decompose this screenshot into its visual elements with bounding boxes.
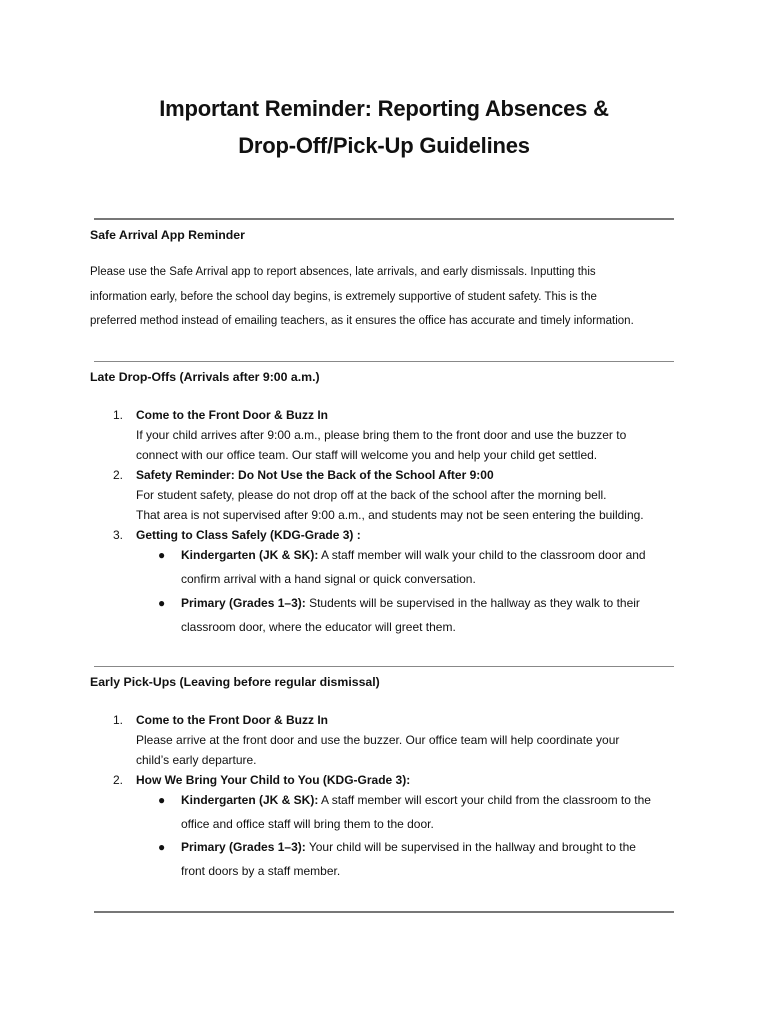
list-item-body xyxy=(136,425,696,465)
section-heading-safe-arrival: Safe Arrival App Reminder xyxy=(90,228,245,242)
list-number: 1. xyxy=(113,713,124,727)
list-item-body xyxy=(136,730,696,770)
bullet-line: Your child will be supervised in the hallway and brought to the xyxy=(305,840,636,854)
body-line: For student safety, please do not drop off at the back of the school after the morning bell. xyxy=(136,488,607,502)
bullet-icon: ● xyxy=(158,793,166,807)
list-number: 2. xyxy=(113,468,124,482)
bullet-icon: ● xyxy=(158,596,166,610)
list-item-title: How We Bring Your Child to You (KDG-Grade 3): xyxy=(136,773,411,787)
bullet-icon: ● xyxy=(158,840,166,854)
list-item-title: Come to the Front Door & Buzz In xyxy=(136,713,328,727)
bullet-line: office and office staff will bring them to the door. xyxy=(181,817,434,831)
page-title xyxy=(0,90,768,164)
list-number: 3. xyxy=(113,528,124,542)
bullet-text xyxy=(181,543,686,591)
divider xyxy=(94,911,674,913)
title-line-1: Important Reminder: Reporting Absences & xyxy=(159,96,609,121)
bullet-label: Primary (Grades 1–3): xyxy=(181,840,306,854)
divider xyxy=(94,361,674,362)
bullet-line: classroom door, where the educator will greet them. xyxy=(181,620,456,634)
bullet-text xyxy=(181,591,686,639)
body-line: child’s early departure. xyxy=(136,753,257,767)
bullet-line: A staff member will escort your child from the classroom to the xyxy=(318,793,651,807)
divider xyxy=(94,666,674,667)
body-line: connect with our office team. Our staff will welcome you and help your child get settled. xyxy=(136,448,598,462)
section-heading-early-pickups: Early Pick-Ups (Leaving before regular dismissal) xyxy=(90,675,380,689)
bullet-label: Primary (Grades 1–3): xyxy=(181,596,306,610)
title-line-2: Drop-Off/Pick-Up Guidelines xyxy=(238,133,530,158)
divider xyxy=(94,218,674,220)
list-item-title: Getting to Class Safely (KDG-Grade 3) : xyxy=(136,528,361,542)
paragraph-line: information early, before the school day begins, is extremely supportive of student safety. This is the xyxy=(90,290,597,303)
body-line: That area is not supervised after 9:00 a.m., and students may not be seen entering the building. xyxy=(136,508,644,522)
list-number: 1. xyxy=(113,408,124,422)
bullet-label: Kindergarten (JK & SK): xyxy=(181,793,319,807)
bullet-icon: ● xyxy=(158,548,166,562)
bullet-label: Kindergarten (JK & SK): xyxy=(181,548,319,562)
paragraph-line: preferred method instead of emailing teachers, as it ensures the office has accurate and timely information. xyxy=(90,315,634,327)
safe-arrival-paragraph xyxy=(90,260,690,334)
body-line: Please arrive at the front door and use the buzzer. Our office team will help coordinate your xyxy=(136,733,620,747)
list-item-title: Safety Reminder: Do Not Use the Back of the School After 9:00 xyxy=(136,468,494,482)
list-item-body xyxy=(136,485,696,525)
section-heading-late-dropoffs: Late Drop-Offs (Arrivals after 9:00 a.m.) xyxy=(90,370,320,384)
paragraph-line: Please use the Safe Arrival app to report absences, late arrivals, and early dismissals. Inputting this xyxy=(90,266,596,278)
bullet-line: front doors by a staff member. xyxy=(181,864,341,878)
list-item-title: Come to the Front Door & Buzz In xyxy=(136,408,328,422)
body-line: If your child arrives after 9:00 a.m., please bring them to the front door and use the buzzer to xyxy=(136,428,627,442)
bullet-text xyxy=(181,788,686,836)
bullet-line: Students will be supervised in the hallway as they walk to their xyxy=(305,596,640,610)
bullet-line: confirm arrival with a hand signal or quick conversation. xyxy=(181,572,476,586)
bullet-text xyxy=(181,835,686,883)
bullet-line: A staff member will walk your child to the classroom door and xyxy=(318,548,646,562)
list-number: 2. xyxy=(113,773,124,787)
